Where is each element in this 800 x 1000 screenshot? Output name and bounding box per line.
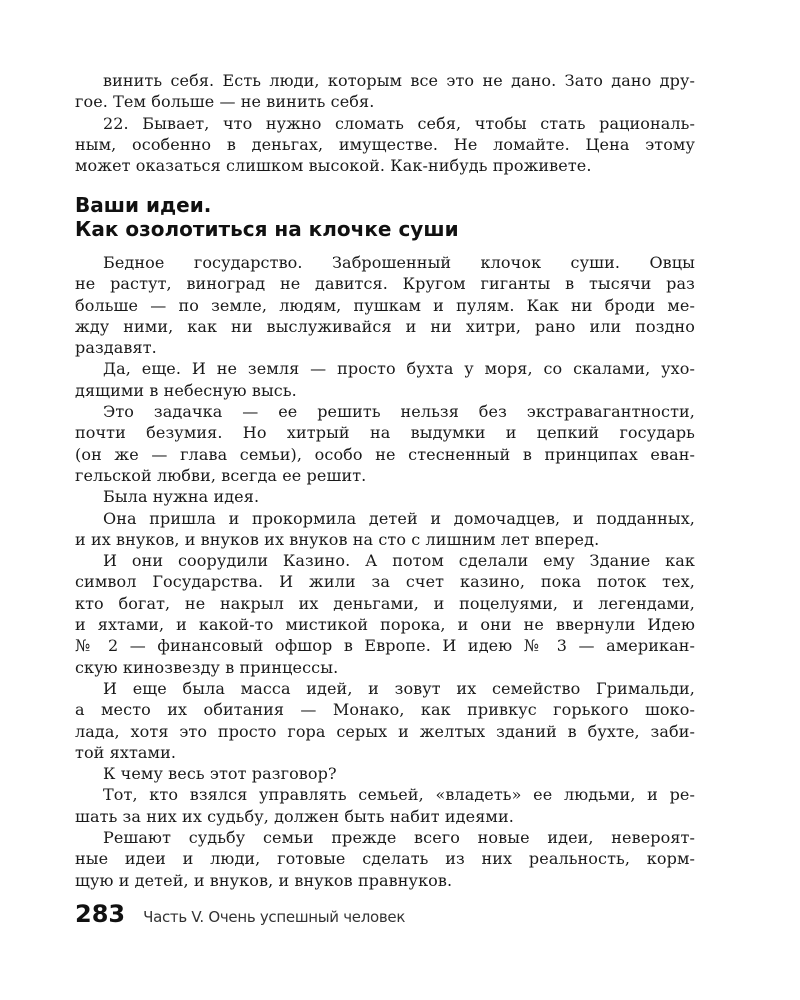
paragraph <box>75 401 695 486</box>
text-line: Решают судьбу семьи прежде всего новые идеи, невероят- <box>103 828 695 848</box>
text-line: Тот, кто взялся управлять семьей, «владеть» ее людьми, и ре- <box>103 785 695 805</box>
text-line: жду ними, как ни выслуживайся и ни хитри, рано или поздно <box>75 316 695 336</box>
text-line: гельской любви, всегда ее решит. <box>75 465 367 485</box>
main-text-block <box>75 252 695 891</box>
paragraph <box>75 763 695 784</box>
text-line: И они соорудили Казино. А потом сделали ему Здание как <box>103 551 695 571</box>
text-line: не растут, виноград не давится. Кругом гиганты в тысячи раз <box>75 274 695 294</box>
text-line: больше — по земле, людям, пушкам и пулям. Как ни броди ме- <box>75 295 695 315</box>
text-line: дящими в небесную высь. <box>75 380 297 400</box>
text-line: раздавят. <box>75 338 157 358</box>
text-line: шать за них их судьбу, должен быть набит идеями. <box>75 806 514 826</box>
text-line: винить себя. Есть люди, которым все это не дано. Зато дано дру- <box>103 71 695 90</box>
text-line: К чему весь этот разговор? <box>103 764 337 784</box>
page-footer <box>75 900 695 932</box>
text-line: и их внуков, и внуков их внуков на сто с лишним лет вперед. <box>75 529 600 549</box>
section-heading-line-1: Ваши идеи. <box>75 193 212 217</box>
paragraph <box>75 252 695 358</box>
running-title: Часть V. Очень успешный человек <box>143 908 406 926</box>
section-heading <box>75 193 695 241</box>
text-line: ные идеи и люди, готовые сделать из них реальность, корм- <box>75 849 695 869</box>
text-line: той яхтами. <box>75 742 177 762</box>
paragraph <box>75 70 695 113</box>
page-number: 283 <box>75 900 126 928</box>
text-line: И еще была масса идей, и зовут их семейство Гримальди, <box>103 678 695 698</box>
text-line: гое. Тем больше — не винить себя. <box>75 92 375 112</box>
text-line: (он же — глава семьи), особо не стесненный в принципах еван- <box>75 444 695 464</box>
paragraph <box>75 486 695 507</box>
text-line: Была нужна идея. <box>103 487 260 507</box>
text-line: почти безумия. Но хитрый на выдумки и цепкий государь <box>75 423 695 443</box>
text-line: щую и детей, и внуков, и внуков правнуков. <box>75 870 453 890</box>
paragraph <box>75 113 695 177</box>
text-line: и яхтами, и какой-то мистикой порока, и они не ввернули Идею <box>75 615 695 635</box>
text-line: 22. Бывает, что нужно сломать себя, чтобы стать рациональ- <box>103 113 695 133</box>
text-line: Да, еще. И не земля — просто бухта у моря, со скалами, ухо- <box>103 359 695 379</box>
text-line: Бедное государство. Заброшенный клочок суши. Овцы <box>103 253 695 272</box>
paragraph <box>75 678 695 763</box>
paragraph <box>75 827 695 891</box>
paragraph <box>75 784 695 827</box>
text-line: а место их обитания — Монако, как привкус горького шоко- <box>75 700 695 720</box>
text-line: символ Государства. И жили за счет казино, пока поток тех, <box>75 572 695 592</box>
text-line: № 2 — финансовый офшор в Европе. И идею № 3 — американ- <box>75 636 695 656</box>
text-line: ным, особенно в деньгах, имуществе. Не ломайте. Цена этому <box>75 134 695 154</box>
section-heading-line-2: Как озолотиться на клочке суши <box>75 217 459 241</box>
text-line: Это задачка — ее решить нельзя без экстравагантности, <box>103 402 695 422</box>
top-text-block <box>75 70 695 176</box>
paragraph <box>75 508 695 551</box>
text-line: кто богат, не накрыл их деньгами, и поцелуями, и легендами, <box>75 593 695 613</box>
text-line: скую кинозвезду в принцессы. <box>75 657 339 677</box>
text-line: может оказаться слишком высокой. Как-нибудь проживете. <box>75 156 592 176</box>
paragraph <box>75 550 695 678</box>
paragraph <box>75 358 695 401</box>
text-line: Она пришла и прокормила детей и домочадцев, и подданных, <box>103 508 695 528</box>
text-line: лада, хотя это просто гора серых и желтых зданий в бухте, заби- <box>75 721 695 741</box>
